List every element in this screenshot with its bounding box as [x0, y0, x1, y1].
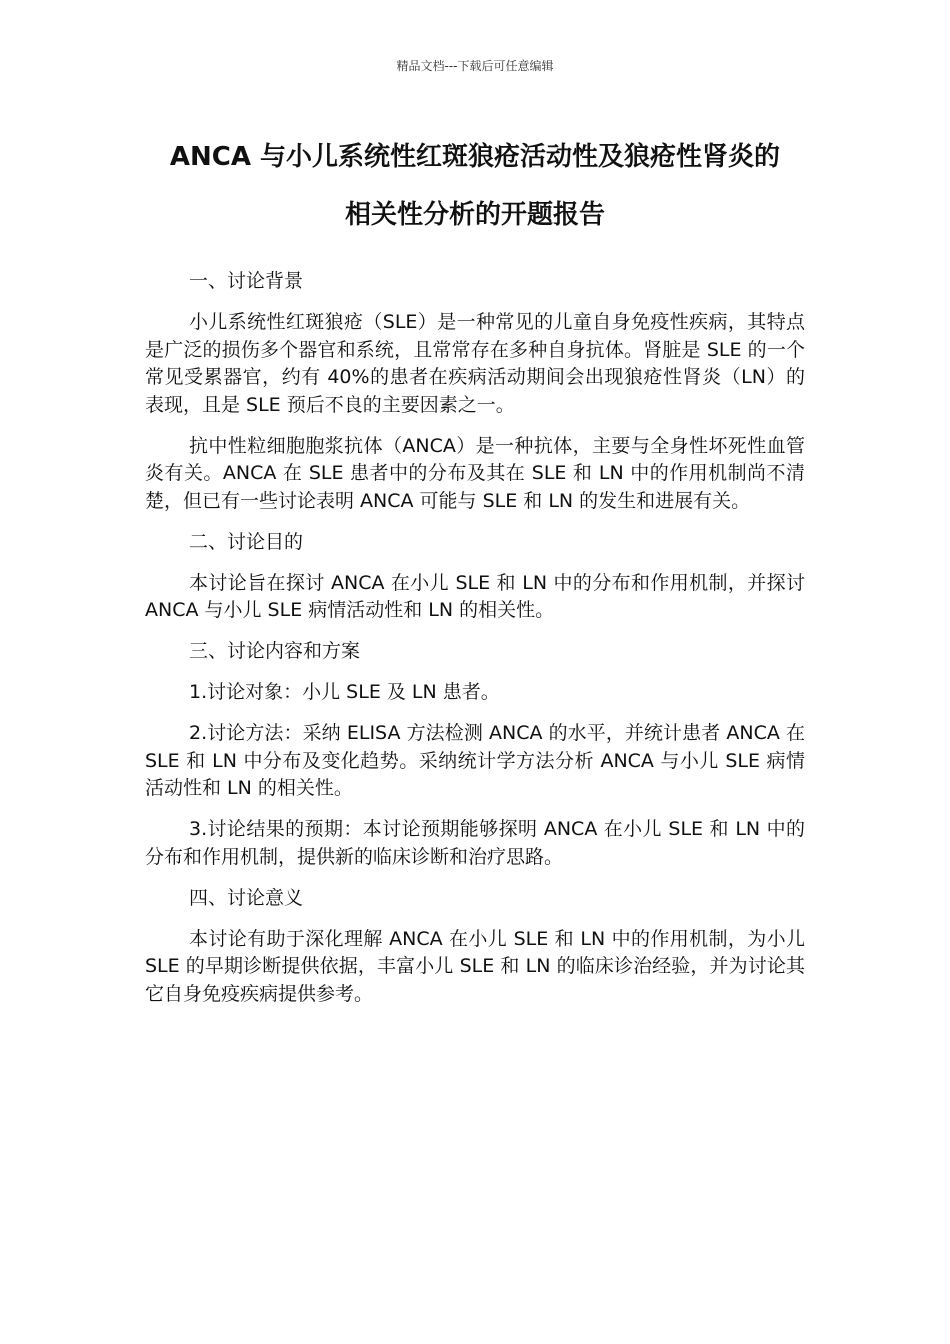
paragraph-significance: 本讨论有助于深化理解 ANCA 在小儿 SLE 和 LN 中的作用机制，为小儿 SLE 的早期诊断提供依据，丰富小儿 SLE 和 LN 的临床诊治经验，并为讨论其它自身免疫疾病提供参考。 [145, 927, 805, 1005]
section-heading-significance: 四、讨论意义 [189, 886, 304, 909]
header-note: 精品文档---下载后可任意编辑 [396, 59, 554, 73]
paragraph-purpose: 本讨论旨在探讨 ANCA 在小儿 SLE 和 LN 中的分布和作用机制，并探讨 ANCA 与小儿 SLE 病情活动性和 LN 的相关性。 [145, 571, 805, 621]
section-heading-background: 一、讨论背景 [189, 270, 304, 292]
section-heading-purpose: 二、讨论目的 [189, 530, 304, 553]
content-item-methods: 2.讨论方法：采纳 ELISA 方法检测 ANCA 的水平，并统计患者 ANCA 在 SLE 和 LN 中分布及变化趋势。采纳统计学方法分析 ANCA 与小儿 SLE 病情活动性和 LN 的相关性。 [145, 722, 805, 799]
paragraph-background-2: 抗中性粒细胞胞浆抗体（ANCA）是一种抗体，主要与全身性坏死性血管炎有关。ANCA 在 SLE 患者中的分布及其在 SLE 和 LN 中的作用机制尚不清楚，但已有一些讨论表明 ANCA 可能与 SLE 和 LN 的发生和进展有关。 [145, 434, 805, 512]
content-item-expected-results: 3.讨论结果的预期：本讨论预期能够探明 ANCA 在小儿 SLE 和 LN 中的分布和作用机制，提供新的临床诊断和治疗思路。 [145, 818, 805, 868]
paragraph-background-1: 小儿系统性红斑狼疮（SLE）是一种常见的儿童自身免疫性疾病，其特点是广泛的损伤多个器官和系统，且常常存在多种自身抗体。肾脏是 SLE 的一个常见受累器官，约有 40%的患者在疾病活动期间会出现狼疮性肾炎（LN）的表现，且是 SLE 预后不良的主要因素之一。 [145, 311, 805, 416]
title-line-2: 相关性分析的开题报告 [344, 200, 605, 230]
title-line-1: ANCA 与小儿系统性红斑狼疮活动性及狼疮性肾炎的 [169, 142, 781, 172]
section-heading-content: 三、讨论内容和方案 [189, 640, 361, 662]
content-item-subjects: 1.讨论对象：小儿 SLE 及 LN 患者。 [189, 681, 500, 703]
document-body [145, 268, 805, 1022]
document-title [140, 128, 810, 244]
